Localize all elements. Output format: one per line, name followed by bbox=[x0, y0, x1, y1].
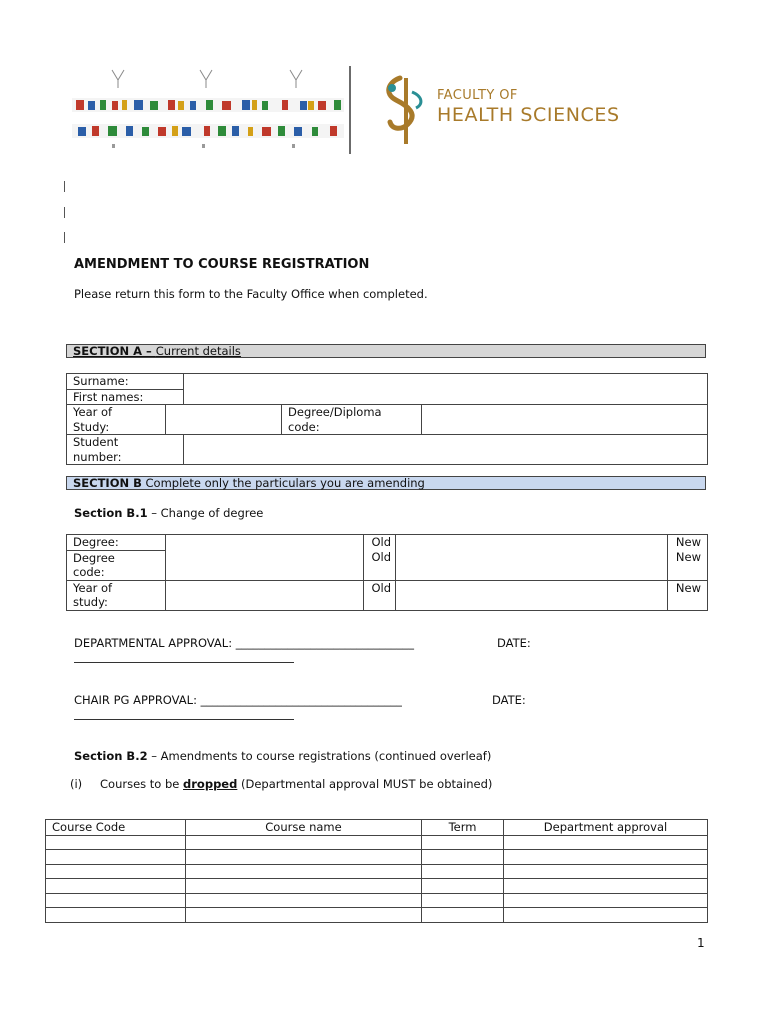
year-of-study-label: Year of Study: bbox=[67, 405, 166, 435]
departmental-date-label: DATE: bbox=[497, 636, 531, 650]
term-cell[interactable] bbox=[422, 908, 504, 923]
new-year-field[interactable] bbox=[396, 580, 668, 610]
page-number: 1 bbox=[697, 936, 705, 950]
chair-date-label: DATE: bbox=[492, 693, 526, 707]
approval-cell[interactable] bbox=[504, 908, 708, 923]
document-title: AMENDMENT TO COURSE REGISTRATION bbox=[74, 257, 370, 272]
old-label: Old bbox=[364, 550, 396, 580]
course-code-cell[interactable] bbox=[46, 835, 186, 850]
old-degree-field[interactable] bbox=[166, 535, 364, 581]
course-name-cell[interactable] bbox=[186, 908, 422, 923]
term-cell[interactable] bbox=[422, 850, 504, 865]
name-entry-cell[interactable] bbox=[184, 374, 708, 405]
student-number-field[interactable] bbox=[184, 435, 708, 465]
item-marker: (i) bbox=[70, 777, 83, 791]
course-code-cell[interactable] bbox=[46, 908, 186, 923]
column-header-course-name: Course name bbox=[186, 820, 422, 836]
change-of-degree-table bbox=[66, 534, 708, 611]
year-of-study-row-label: Year of study: bbox=[67, 580, 166, 610]
table-row bbox=[46, 879, 708, 894]
approval-cell[interactable] bbox=[504, 893, 708, 908]
column-header-course-code: Course Code bbox=[46, 820, 186, 836]
course-code-cell[interactable] bbox=[46, 864, 186, 879]
degree-code-row-label: Degree code: bbox=[67, 550, 166, 580]
approval-cell[interactable] bbox=[504, 850, 708, 865]
logo-divider bbox=[349, 66, 351, 154]
departmental-approval-line[interactable]: DEPARTMENTAL APPROVAL: _______________________________ bbox=[74, 636, 414, 650]
column-header-department-approval: Department approval bbox=[504, 820, 708, 836]
new-degree-field[interactable] bbox=[396, 535, 668, 581]
course-code-cell[interactable] bbox=[46, 879, 186, 894]
current-details-table bbox=[66, 373, 708, 465]
section-b-title: Complete only the particulars you are amending bbox=[141, 476, 425, 490]
course-code-cell[interactable] bbox=[46, 850, 186, 865]
table-row bbox=[46, 850, 708, 865]
column-header-term: Term bbox=[422, 820, 504, 836]
degree-label: Degree: bbox=[67, 535, 166, 551]
form-field-marker bbox=[64, 207, 65, 218]
faculty-name-line1: FACULTY OF bbox=[437, 88, 518, 103]
degree-code-field[interactable] bbox=[422, 405, 708, 435]
caduceus-emblem-icon bbox=[378, 74, 430, 146]
table-row bbox=[46, 908, 708, 923]
form-field-marker bbox=[64, 181, 65, 192]
new-label: New bbox=[668, 550, 708, 580]
course-name-cell[interactable] bbox=[186, 879, 422, 894]
old-label: Old bbox=[364, 580, 396, 610]
section-a-title: Current details bbox=[155, 344, 241, 358]
table-row bbox=[46, 893, 708, 908]
chair-date-line[interactable] bbox=[74, 719, 294, 720]
old-year-field[interactable] bbox=[166, 580, 364, 610]
section-b2-heading: Section B.2 – Amendments to course registrations (continued overleaf) bbox=[74, 749, 492, 763]
course-name-cell[interactable] bbox=[186, 835, 422, 850]
section-a-heading bbox=[66, 344, 706, 358]
form-field-marker bbox=[64, 232, 65, 243]
new-label: New bbox=[668, 535, 708, 551]
table-row bbox=[46, 864, 708, 879]
faculty-name-line2: HEALTH SCIENCES bbox=[437, 104, 620, 126]
degree-code-label: Degree/Diploma code: bbox=[282, 405, 422, 435]
approval-cell[interactable] bbox=[504, 835, 708, 850]
chair-approval-line[interactable]: CHAIR PG APPROVAL: ___________________________________ bbox=[74, 693, 402, 707]
section-b-heading bbox=[66, 476, 706, 490]
drop-courses-text: Courses to be dropped (Departmental approval MUST be obtained) bbox=[100, 777, 493, 791]
university-logo bbox=[72, 68, 346, 154]
new-label: New bbox=[668, 580, 708, 610]
term-cell[interactable] bbox=[422, 879, 504, 894]
year-of-study-field[interactable] bbox=[166, 405, 282, 435]
dropped-courses-table bbox=[45, 819, 708, 923]
term-cell[interactable] bbox=[422, 835, 504, 850]
instruction-text: Please return this form to the Faculty Office when completed. bbox=[74, 287, 428, 301]
surname-label: Surname: bbox=[67, 374, 184, 390]
course-name-cell[interactable] bbox=[186, 850, 422, 865]
course-name-cell[interactable] bbox=[186, 864, 422, 879]
section-b-label: SECTION B bbox=[73, 476, 142, 490]
approval-cell[interactable] bbox=[504, 879, 708, 894]
old-label: Old bbox=[364, 535, 396, 551]
course-code-cell[interactable] bbox=[46, 893, 186, 908]
section-b1-heading: Section B.1 – Change of degree bbox=[74, 506, 264, 520]
table-row bbox=[46, 835, 708, 850]
first-names-label: First names: bbox=[67, 389, 184, 405]
student-number-label: Student number: bbox=[67, 435, 184, 465]
section-a-label: SECTION A – bbox=[73, 344, 156, 358]
term-cell[interactable] bbox=[422, 893, 504, 908]
approval-cell[interactable] bbox=[504, 864, 708, 879]
course-name-cell[interactable] bbox=[186, 893, 422, 908]
departmental-date-line[interactable] bbox=[74, 662, 294, 663]
term-cell[interactable] bbox=[422, 864, 504, 879]
